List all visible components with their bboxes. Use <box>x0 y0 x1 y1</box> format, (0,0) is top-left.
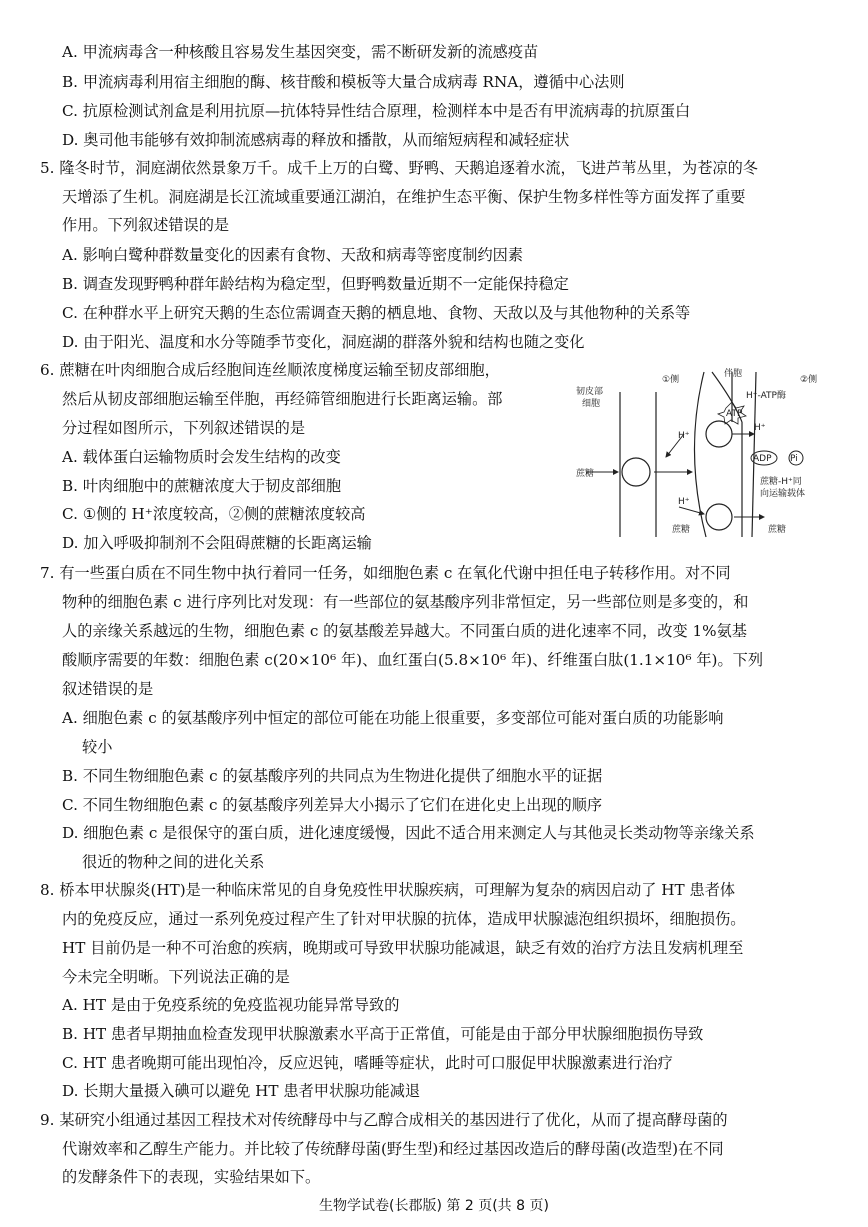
q6-option-c: C. ①侧的 H⁺浓度较高，②侧的蔗糖浓度较高 <box>62 505 366 523</box>
q6-option-b: B. 叶肉细胞中的蔗糖浓度大于韧皮部细胞 <box>62 477 342 495</box>
q8-stem-line: 今未完全明晰。下列说法正确的是 <box>62 968 290 986</box>
q5-option-a: A. 影响白鹭种群数量变化的因素有食物、天敌和病毒等密度制约因素 <box>62 246 524 264</box>
q7-option-a: A. 细胞色素 c 的氨基酸序列中恒定的部位可能在功能上很重要，多变部位可能对蛋白质的功能影响 <box>62 709 724 727</box>
q6-option-d: D. 加入呼吸抑制剂不会阻碍蔗糖的长距离运输 <box>62 534 372 552</box>
q7-option-c: C. 不同生物细胞色素 c 的氨基酸序列差异大小揭示了它们在进化史上出现的顺序 <box>62 796 603 814</box>
q6-stem-line: 6. 蔗糖在叶肉细胞合成后经胞间连丝顺浓度梯度运输至韧皮部细胞， <box>40 361 500 379</box>
q7-option-d: D. 细胞色素 c 是很保守的蛋白质，进化速度缓慢，因此不适合用来测定人与其他灵长类动物等亲缘关系 <box>62 824 755 842</box>
q4-option-b: B. 甲流病毒利用宿主细胞的酶、核苷酸和模板等大量合成病毒 RNA，遵循中心法则 <box>62 73 625 91</box>
atp-label: ATP <box>726 409 743 419</box>
q7-stem-line: 物种的细胞色素 c 进行序列比对发现：有一些部位的氨基酸序列非常恒定，另一些部位则是多变的，和 <box>62 593 749 611</box>
h-label: H⁺ <box>754 423 766 433</box>
q8-stem-line: HT 目前仍是一种不可治愈的疾病，晚期或可导致甲状腺功能减退，缺乏有效的治疗方法且发病机理至 <box>62 939 744 957</box>
companion-cell-label: 伴胞 <box>724 369 743 379</box>
q5-option-b: B. 调查发现野鸭种群年龄结构为稳定型，但野鸭数量近期不一定能保持稳定 <box>62 275 569 293</box>
q5-option-d: D. 由于阳光、温度和水分等随季节变化，洞庭湖的群落外貌和结构也随之变化 <box>62 333 585 351</box>
q4-option-d: D. 奥司他韦能够有效抑制流感病毒的释放和播散，从而缩短病程和减轻症状 <box>62 131 570 149</box>
pump-circle <box>706 421 732 447</box>
h-label: H⁺ <box>678 497 690 507</box>
q4-option-c: C. 抗原检测试剂盒是利用抗原—抗体特异性结合原理，检测样本中是否有甲流病毒的抗原蛋白 <box>62 102 691 120</box>
q5-stem-line: 天增添了生机。洞庭湖是长江流域重要通江湖泊，在维护生态平衡、保护生物多样性等方面发挥了重要 <box>62 188 746 206</box>
side1-label: ①侧 <box>662 375 680 385</box>
q8-option-d: D. 长期大量摄入碘可以避免 HT 患者甲状腺功能减退 <box>62 1082 421 1100</box>
q5-stem-line: 作用。下列叙述错误的是 <box>62 216 230 234</box>
phloem-cell-label: 韧皮部 <box>576 387 604 397</box>
q7-stem-line: 7. 有一些蛋白质在不同生物中执行着同一任务，如细胞色素 c 在氧化代谢中担任电子转移作用。对不同 <box>40 564 731 582</box>
h-label: H⁺ <box>678 431 690 441</box>
q6-stem-line: 然后从韧皮部细胞运输至伴胞，再经筛管细胞进行长距离运输。部 <box>62 390 503 408</box>
cotransporter-circle <box>706 504 732 530</box>
q6-option-a: A. 载体蛋白运输物质时会发生结构的改变 <box>62 448 341 466</box>
q7-option-d-cont: 很近的物种之间的进化关系 <box>82 853 265 871</box>
q7-stem-line: 酸顺序需要的年数：细胞色素 c(20×10⁶ 年)、血红蛋白(5.8×10⁶ 年)、纤维蛋白肽(1.1×10⁶ 年)。下列 <box>62 651 764 669</box>
q7-stem-line: 叙述错误的是 <box>62 680 154 698</box>
side2-label: ②侧 <box>800 375 818 385</box>
page-footer: 生物学试卷(长郡版) 第 2 页(共 8 页) <box>319 1198 549 1214</box>
phloem-cell-wall <box>620 392 656 537</box>
companion-cell-wall-mid <box>712 372 742 537</box>
q9-stem-line: 9. 某研究小组通过基因工程技术对传统酵母中与乙醇合成相关的基因进行了优化，从而了提高酵母菌的 <box>40 1111 728 1129</box>
q4-option-a: A. 甲流病毒含一种核酸且容易发生基因突变，需不断研发新的流感疫苗 <box>62 43 539 61</box>
cotransporter-label: 蔗糖-H⁺同 <box>760 477 802 487</box>
q6-stem-line: 分过程如图所示，下列叙述错误的是 <box>62 419 305 437</box>
q7-stem-line: 人的亲缘关系越远的生物，细胞色素 c 的氨基酸差异越大。不同蛋白质的进化速率不同，改变 1%氨基 <box>62 622 747 640</box>
sucrose-label: 蔗糖 <box>768 525 787 535</box>
q5-stem-line: 5. 隆冬时节，洞庭湖依然景象万千。成千上万的白鹭、野鸭、天鹅追逐着水流，飞进芦苇丛里，为苍凉的冬 <box>40 159 758 177</box>
q8-option-c: C. HT 患者晚期可能出现怕冷，反应迟钝，嗜睡等症状，此时可口服促甲状腺激素进行治疗 <box>62 1054 673 1072</box>
q7-option-a-cont: 较小 <box>82 738 113 756</box>
phloem-cell-label: 细胞 <box>582 399 601 409</box>
sucrose-label: 蔗糖 <box>672 525 691 535</box>
channel-circle <box>622 458 650 486</box>
adp-label: ADP <box>753 454 772 464</box>
q9-stem-line: 代谢效率和乙醇生产能力。并比较了传统酵母菌(野生型)和经过基因改造后的酵母菌(改造型)在不同 <box>62 1140 724 1158</box>
q8-stem-line: 内的免疫反应，通过一系列免疫过程产生了针对甲状腺的抗体，造成甲状腺滤泡组织损坏，细胞损伤。 <box>62 910 746 928</box>
q8-option-b: B. HT 患者早期抽血检查发现甲状腺激素水平高于正常值，可能是由于部分甲状腺细胞损伤导致 <box>62 1025 704 1043</box>
pump-label: H⁺-ATP酶 <box>746 391 786 401</box>
q9-stem-line: 的发酵条件下的表现，实验结果如下。 <box>62 1168 321 1186</box>
q7-option-b: B. 不同生物细胞色素 c 的氨基酸序列的共同点为生物进化提供了细胞水平的证据 <box>62 767 603 785</box>
cotransporter-label: 向运输载体 <box>760 489 806 499</box>
pi-label: Pi <box>790 454 798 464</box>
q8-stem-line: 8. 桥本甲状腺炎(HT)是一种临床常见的自身免疫性甲状腺疾病，可理解为复杂的病因启动了 HT 患者体 <box>40 881 736 899</box>
sucrose-label: 蔗糖 <box>576 469 595 479</box>
q5-option-c: C. 在种群水平上研究天鹅的生态位需调查天鹅的栖息地、食物、天敌以及与其他物种的关系等 <box>62 304 691 322</box>
q8-option-a: A. HT 是由于免疫系统的免疫监视功能异常导致的 <box>62 996 400 1014</box>
sucrose-transport-diagram <box>574 362 850 542</box>
